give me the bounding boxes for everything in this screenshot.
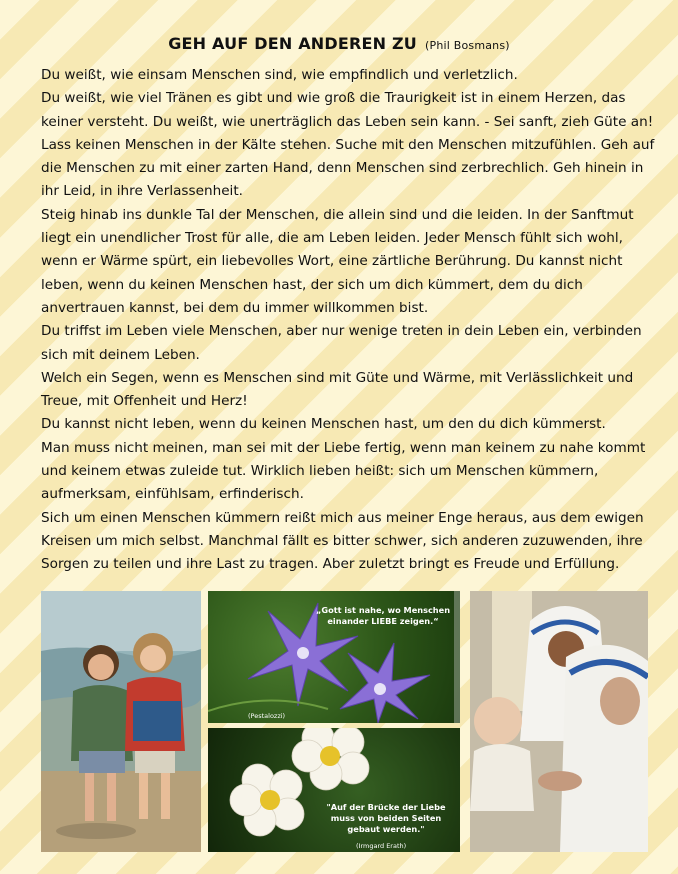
poem-text <box>41 64 655 577</box>
paragraph: Steig hinab ins dunkle Tal der Menschen, die allein sind und die leiden. In der Sanftmut liegt ein unendlicher Trost für alle, die am Leben leiden. Jeder Mensch fühlt sich wohl, wenn er Wärme spürt, ein liebevolles Wort, eine zärtliche Berührung. Du kannst nicht leben, wenn du keinen Menschen hast, der sich um dich kümmert, dem du dich anvertrauen kannst, bei dem du immer willkommen bist. <box>41 206 634 316</box>
title-text: GEH AUF DEN ANDEREN ZU <box>168 34 417 53</box>
paragraph: Du triffst im Leben viele Menschen, aber nur wenige treten in dein Leben ein, verbinden sich mit deinem Leben. <box>41 323 642 363</box>
paragraph: Du weißt, wie viel Tränen es gibt und wie groß die Traurigkeit ist in einem Herzen, das keiner versteht. Du weißt, wie unerträglich das Leben sein kann. - Sei sanft, zieh Güte an! Lass keinen Menschen in der Kälte stehen. Suche mit den Menschen mitzufühlen. Geh auf die Menschen zu mit einer zarten Hand, denn Menschen sind zerbrechlich. Geh hinein in ihr Leid, in ihre Verlassenheit. <box>41 90 655 200</box>
paragraph: Sich um einen Menschen kümmern reißt mich aus meiner Enge heraus, aus dem ewigen Kreisen um mich selbst. Manchmal fällt es bitter schwer, sich anderen zuzuwenden, ihre Sorgen zu teilen und ihre Last zu tragen. Aber zuletzt bringt es Freude und Erfüllung. <box>41 509 644 573</box>
paragraph: Du weißt, wie einsam Menschen sind, wie empfindlich und verletzlich. <box>41 67 518 83</box>
paragraph: Man muss nicht meinen, man sei mit der Liebe fertig, wenn man keinem zu nahe kommt und keinem etwas zuleide tut. Wirklich lieben heißt: sich um Menschen kümmern, aufmerksam, einfühlsam, erfinderisch. <box>41 439 646 503</box>
children-illustration <box>41 591 201 852</box>
paragraph: Du kannst nicht leben, wenn du keinen Menschen hast, um den du dich kümmerst. <box>41 416 606 433</box>
page-title <box>0 34 678 53</box>
bellflower-photo <box>208 591 460 723</box>
paragraph: Welch ein Segen, wenn es Menschen sind mit Güte und Wärme, mit Verlässlichkeit und Treue, mit Offenheit und Herz! <box>41 369 634 410</box>
children-photo <box>41 591 201 852</box>
pestalozzi-quote: „Gott ist nahe, wo Menschen einander LIEBE zeigen.“ <box>315 605 451 626</box>
erath-caption: (Irmgard Erath) <box>356 842 407 850</box>
nuns-illustration <box>470 591 648 852</box>
wild-rose-photo <box>208 728 460 852</box>
pestalozzi-caption: (Pestalozzi) <box>248 712 286 720</box>
erath-quote: "Auf der Brücke der Liebe muss von beiden Seiten gebaut werden." <box>326 802 446 834</box>
nuns-with-child-photo <box>470 591 648 852</box>
author-name: (Phil Bosmans) <box>425 39 510 52</box>
